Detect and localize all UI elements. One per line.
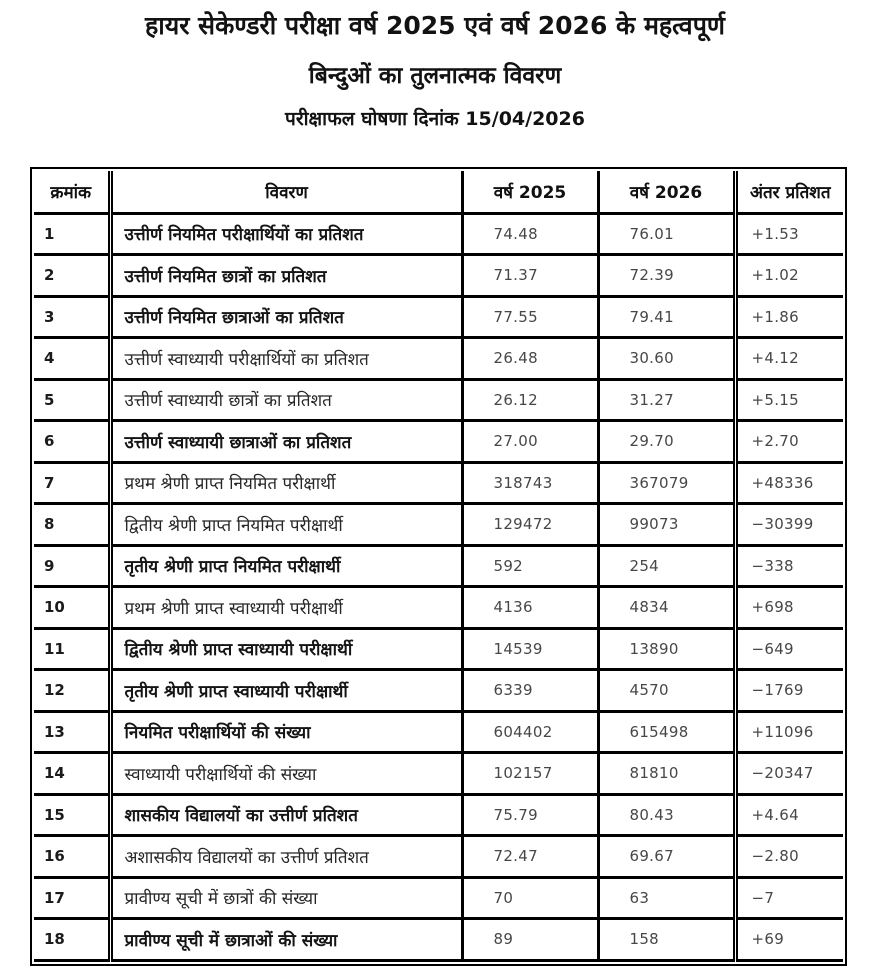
difference-cell: +48336 [735, 462, 843, 504]
table-row [34, 504, 843, 546]
serial-cell: 18 [34, 919, 110, 961]
serial-cell: 16 [34, 836, 110, 878]
year-2025-cell: 318743 [462, 462, 598, 504]
serial-cell: 14 [34, 753, 110, 795]
difference-cell: −7 [735, 877, 843, 919]
difference-cell: +4.12 [735, 338, 843, 380]
serial-cell: 3 [34, 296, 110, 338]
serial-cell: 11 [34, 628, 110, 670]
year-2025-cell: 4136 [462, 587, 598, 629]
document-title-line2: बिन्दुओं का तुलनात्मक विवरण [308, 62, 562, 89]
comparison-table [34, 171, 843, 962]
year-2025-cell: 102157 [462, 753, 598, 795]
difference-cell: +5.15 [735, 379, 843, 421]
description-cell: द्वितीय श्रेणी प्राप्त स्वाध्यायी परीक्षार्थी [110, 628, 462, 670]
description-cell: शासकीय विद्यालयों का उत्तीर्ण प्रतिशत [110, 794, 462, 836]
table-row [34, 421, 843, 463]
serial-cell: 4 [34, 338, 110, 380]
description-cell: प्रावीण्य सूची में छात्रों की संख्या [110, 877, 462, 919]
table-row [34, 213, 843, 255]
table-row [34, 628, 843, 670]
description-cell: उत्तीर्ण नियमित छात्राओं का प्रतिशत [110, 296, 462, 338]
table-header-row [34, 171, 843, 214]
description-cell: नियमित परीक्षार्थियों की संख्या [110, 711, 462, 753]
difference-cell: −1769 [735, 670, 843, 712]
table-row [34, 670, 843, 712]
year-2025-cell: 72.47 [462, 836, 598, 878]
table-row [34, 462, 843, 504]
year-2025-cell: 70 [462, 877, 598, 919]
description-cell: स्वाध्यायी परीक्षार्थियों की संख्या [110, 753, 462, 795]
serial-cell: 12 [34, 670, 110, 712]
serial-cell: 7 [34, 462, 110, 504]
year-2025-cell: 71.37 [462, 255, 598, 297]
year-2025-cell: 27.00 [462, 421, 598, 463]
table-row [34, 296, 843, 338]
year-2026-cell: 158 [598, 919, 735, 961]
description-cell: प्रथम श्रेणी प्राप्त स्वाध्यायी परीक्षार्थी [110, 587, 462, 629]
year-2026-cell: 615498 [598, 711, 735, 753]
year-2026-cell: 72.39 [598, 255, 735, 297]
table-row [34, 545, 843, 587]
description-cell: उत्तीर्ण स्वाध्यायी छात्रों का प्रतिशत [110, 379, 462, 421]
description-cell: तृतीय श्रेणी प्राप्त स्वाध्यायी परीक्षार्थी [110, 670, 462, 712]
header-year-2025: वर्ष 2025 [462, 171, 598, 214]
description-cell: उत्तीर्ण नियमित छात्रों का प्रतिशत [110, 255, 462, 297]
year-2026-cell: 76.01 [598, 213, 735, 255]
header-description: विवरण [110, 171, 462, 214]
result-declaration-date: परीक्षाफल घोषणा दिनांक 15/04/2026 [285, 107, 585, 130]
difference-cell: −2.80 [735, 836, 843, 878]
table-row [34, 794, 843, 836]
year-2026-cell: 367079 [598, 462, 735, 504]
serial-cell: 2 [34, 255, 110, 297]
difference-cell: +4.64 [735, 794, 843, 836]
table-row [34, 753, 843, 795]
header-difference: अंतर प्रतिशत [735, 171, 843, 214]
year-2026-cell: 4570 [598, 670, 735, 712]
description-cell: अशासकीय विद्यालयों का उत्तीर्ण प्रतिशत [110, 836, 462, 878]
year-2025-cell: 74.48 [462, 213, 598, 255]
description-cell: प्रावीण्य सूची में छात्राओं की संख्या [110, 919, 462, 961]
difference-cell: +2.70 [735, 421, 843, 463]
year-2025-cell: 77.55 [462, 296, 598, 338]
year-2026-cell: 80.43 [598, 794, 735, 836]
serial-cell: 9 [34, 545, 110, 587]
difference-cell: +69 [735, 919, 843, 961]
description-cell: तृतीय श्रेणी प्राप्त नियमित परीक्षार्थी [110, 545, 462, 587]
serial-cell: 8 [34, 504, 110, 546]
year-2026-cell: 31.27 [598, 379, 735, 421]
year-2025-cell: 6339 [462, 670, 598, 712]
serial-cell: 15 [34, 794, 110, 836]
year-2025-cell: 592 [462, 545, 598, 587]
year-2025-cell: 129472 [462, 504, 598, 546]
year-2025-cell: 26.48 [462, 338, 598, 380]
year-2026-cell: 13890 [598, 628, 735, 670]
description-cell: उत्तीर्ण स्वाध्यायी छात्राओं का प्रतिशत [110, 421, 462, 463]
description-cell: द्वितीय श्रेणी प्राप्त नियमित परीक्षार्थी [110, 504, 462, 546]
serial-cell: 1 [34, 213, 110, 255]
year-2026-cell: 99073 [598, 504, 735, 546]
serial-cell: 6 [34, 421, 110, 463]
year-2026-cell: 254 [598, 545, 735, 587]
serial-cell: 5 [34, 379, 110, 421]
table-row [34, 379, 843, 421]
year-2025-cell: 14539 [462, 628, 598, 670]
document-title-line1: हायर सेकेण्डरी परीक्षा वर्ष 2025 एवं वर्ष 2026 के महत्वपूर्ण [145, 11, 725, 40]
difference-cell: +1.02 [735, 255, 843, 297]
year-2026-cell: 69.67 [598, 836, 735, 878]
table-row [34, 711, 843, 753]
serial-cell: 10 [34, 587, 110, 629]
difference-cell: −20347 [735, 753, 843, 795]
header-year-2026: वर्ष 2026 [598, 171, 735, 214]
serial-cell: 17 [34, 877, 110, 919]
table-row [34, 919, 843, 961]
table-row [34, 255, 843, 297]
difference-cell: −649 [735, 628, 843, 670]
year-2026-cell: 63 [598, 877, 735, 919]
table-row [34, 338, 843, 380]
header-serial: क्रमांक [34, 171, 110, 214]
difference-cell: +1.86 [735, 296, 843, 338]
difference-cell: +1.53 [735, 213, 843, 255]
serial-cell: 13 [34, 711, 110, 753]
difference-cell: +698 [735, 587, 843, 629]
table-row [34, 877, 843, 919]
year-2026-cell: 4834 [598, 587, 735, 629]
difference-cell: −338 [735, 545, 843, 587]
difference-cell: +11096 [735, 711, 843, 753]
year-2025-cell: 26.12 [462, 379, 598, 421]
year-2025-cell: 89 [462, 919, 598, 961]
comparison-table-container [30, 167, 847, 966]
year-2025-cell: 604402 [462, 711, 598, 753]
year-2026-cell: 29.70 [598, 421, 735, 463]
description-cell: उत्तीर्ण नियमित परीक्षार्थियों का प्रतिशत [110, 213, 462, 255]
description-cell: उत्तीर्ण स्वाध्यायी परीक्षार्थियों का प्रतिशत [110, 338, 462, 380]
year-2025-cell: 75.79 [462, 794, 598, 836]
year-2026-cell: 79.41 [598, 296, 735, 338]
table-row [34, 836, 843, 878]
table-row [34, 587, 843, 629]
description-cell: प्रथम श्रेणी प्राप्त नियमित परीक्षार्थी [110, 462, 462, 504]
year-2026-cell: 30.60 [598, 338, 735, 380]
difference-cell: −30399 [735, 504, 843, 546]
year-2026-cell: 81810 [598, 753, 735, 795]
table-body [34, 213, 843, 960]
document-header [0, 0, 870, 131]
